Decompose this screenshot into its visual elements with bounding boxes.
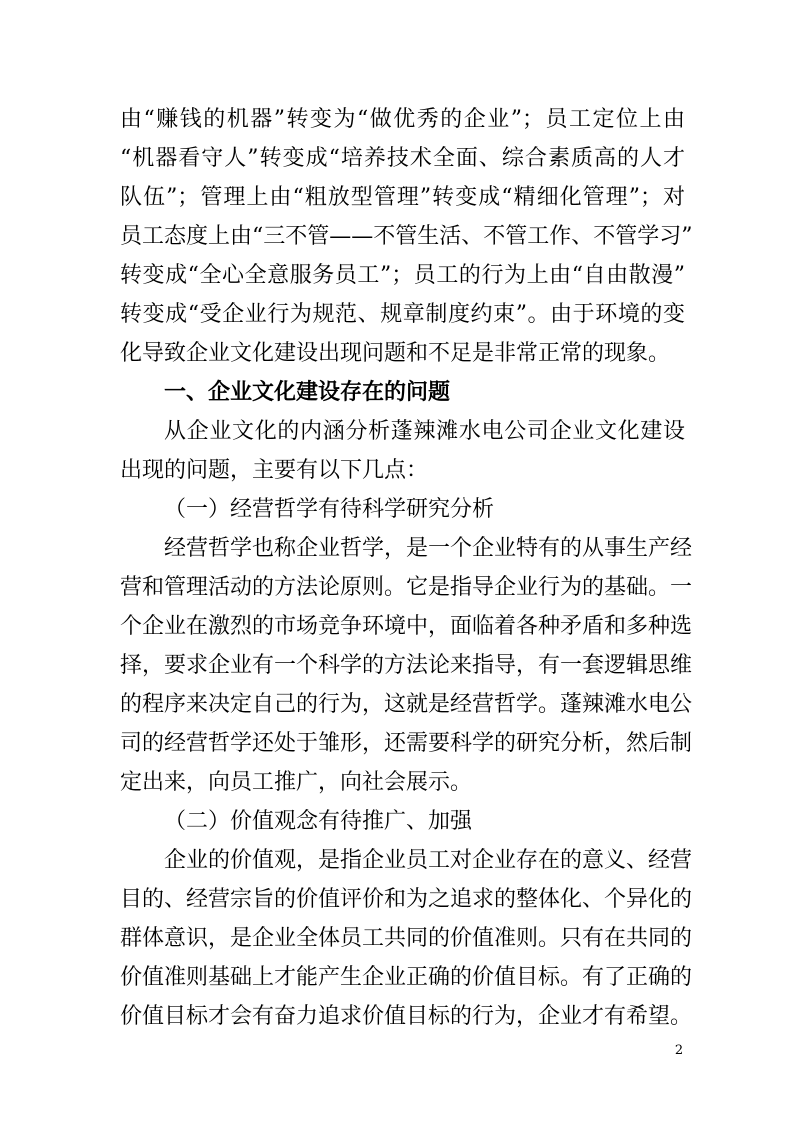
section-heading: 一、企业文化建设存在的问题	[164, 379, 451, 405]
text-line: 由“赚钱的机器”转变为“做优秀的企业”；员工定位上由	[120, 107, 685, 132]
text-line: 定出来，向员工推广，向社会展示。	[120, 770, 473, 795]
subsection-heading: （一）经营哲学有待科学研究分析	[164, 497, 495, 522]
page-number: 2	[674, 1043, 684, 1058]
text-line: 化导致企业文化建设出现问题和不足是非常正常的现象。	[120, 341, 671, 366]
text-line: 经营哲学也称企业哲学，是一个企业特有的从事生产经	[164, 536, 693, 561]
text-line: “机器看守人”转变成“培养技术全面、综合素质高的人才	[120, 146, 685, 171]
subsection-heading: （二）价值观念有待推广、加强	[164, 809, 473, 834]
text-line: 个企业在激烈的市场竞争环境中，面临着各种矛盾和多种选	[120, 614, 693, 639]
text-line: 企业的价值观，是指企业员工对企业存在的意义、经营	[164, 848, 693, 873]
text-line: 员工态度上由“三不管——不管生活、不管工作、不管学习”	[120, 224, 693, 249]
text-line: 队伍”；管理上由“粗放型管理”转变成“精细化管理”；对	[120, 185, 685, 210]
text-line: 价值准则基础上才能产生企业正确的价值目标。有了正确的	[120, 965, 693, 990]
body-text	[120, 100, 693, 1036]
text-line: 的程序来决定自己的行为，这就是经营哲学。蓬辣滩水电公	[120, 692, 693, 717]
text-line: 从企业文化的内涵分析蓬辣滩水电公司企业文化建设	[164, 419, 685, 444]
text-line: 价值目标才会有奋力追求价值目标的行为，企业才有希望。	[120, 1004, 693, 1029]
text-line: 群体意识，是企业全体员工共同的价值准则。只有在共同的	[120, 926, 693, 951]
text-line: 目的、经营宗旨的价值评价和为之追求的整体化、个异化的	[120, 887, 693, 912]
text-line: 转变成“全心全意服务员工”；员工的行为上由“自由散漫”	[120, 263, 685, 288]
text-line: 出现的问题，主要有以下几点：	[120, 458, 429, 483]
text-line: 择，要求企业有一个科学的方法论来指导，有一套逻辑思维	[120, 653, 693, 678]
text-line: 营和管理活动的方法论原则。它是指导企业行为的基础。一	[120, 575, 693, 600]
text-line: 司的经营哲学还处于雏形，还需要科学的研究分析，然后制	[120, 731, 693, 756]
text-line: 转变成“受企业行为规范、规章制度约束”。由于环境的变	[120, 302, 685, 327]
